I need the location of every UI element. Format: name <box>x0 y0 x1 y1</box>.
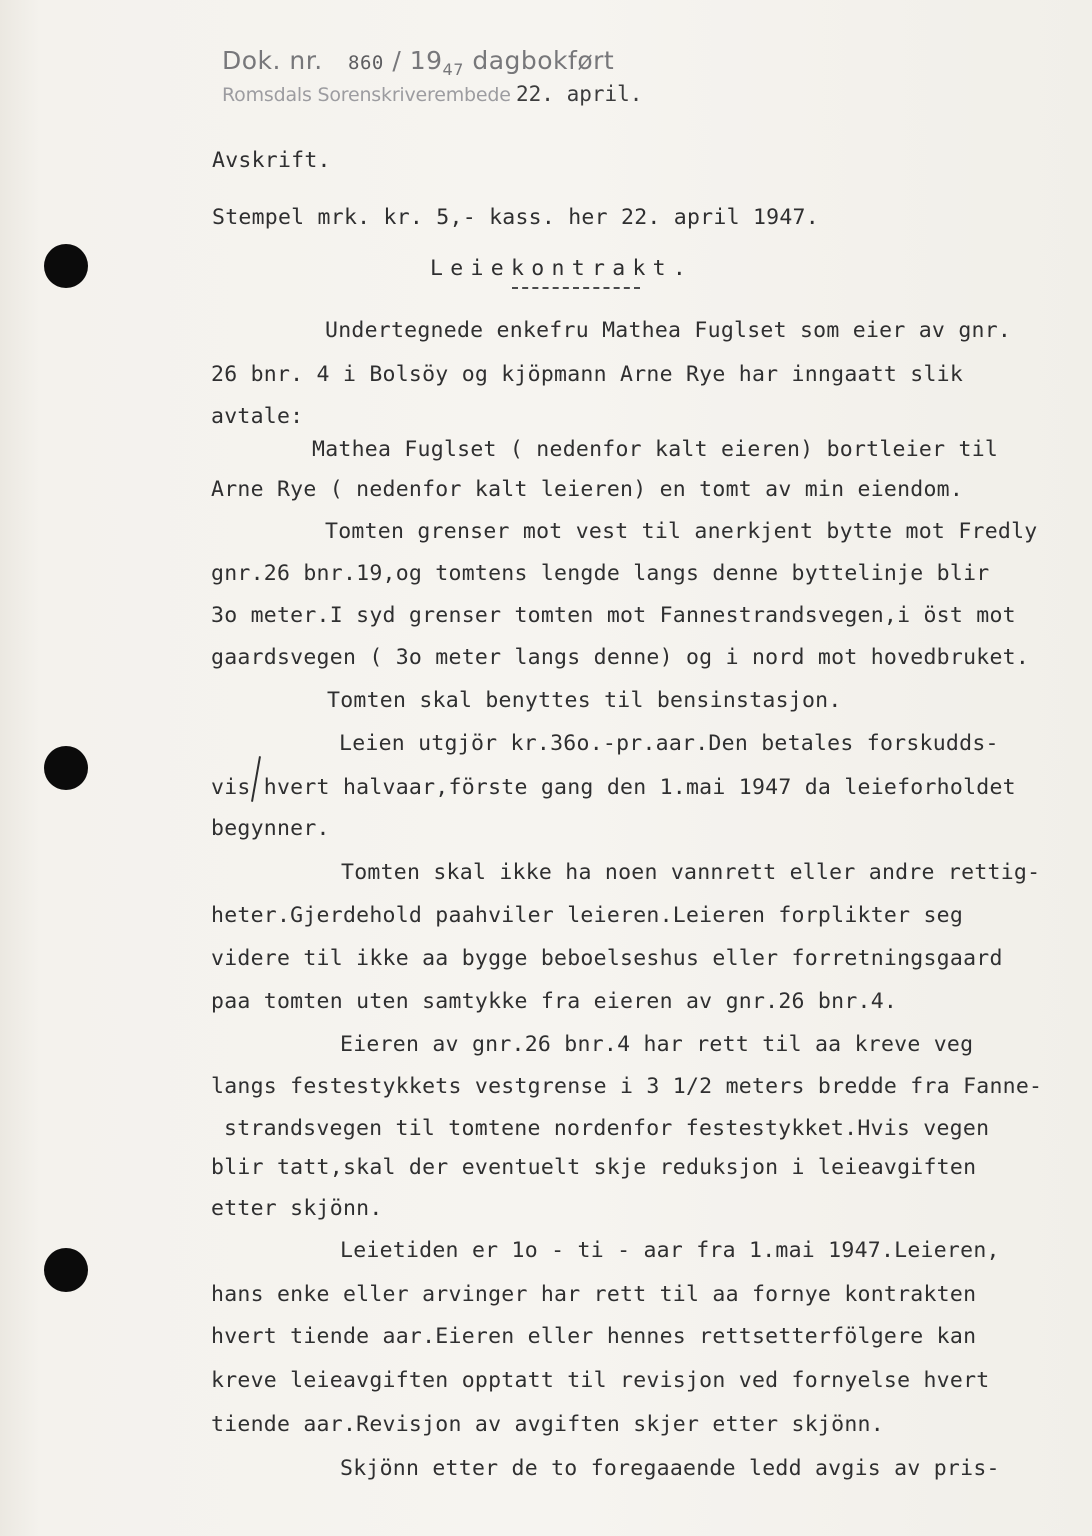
document-title: Leiekontrakt. <box>430 256 694 281</box>
text-line: strandsvegen til tomtene nordenfor festestykket.Hvis vegen <box>224 1116 990 1141</box>
text-line: Leien utgjör kr.36o.-pr.aar.Den betales forskudds- <box>339 731 999 756</box>
text-line: Skjönn etter de to foregaaende ledd avgis av pris- <box>340 1456 1000 1481</box>
text-line: heter.Gjerdehold paahviler leieren.Leieren forplikter seg <box>211 903 964 928</box>
text-line: 26 bnr. 4 i Bolsöy og kjöpmann Arne Rye har inngaatt slik <box>211 362 964 387</box>
text-line: Arne Rye ( nedenfor kalt leieren) en tomt av min eiendom. <box>211 477 964 502</box>
text-line: Eieren av gnr.26 bnr.4 har rett til aa kreve veg <box>340 1032 974 1057</box>
dok-label: Dok. nr. <box>222 46 323 75</box>
registry-stamp <box>222 46 615 79</box>
text-line: Tomten skal benyttes til bensinstasjon. <box>327 688 842 713</box>
heading-avskrift: Avskrift. <box>212 148 331 173</box>
text-line: 3o meter.I syd grenser tomten mot Fannestrandsvegen,i öst mot <box>211 603 1016 628</box>
dok-year-suffix: 47 <box>442 60 464 79</box>
text-line: videre til ikke aa bygge beboelseshus eller forretningsgaard <box>211 946 1003 971</box>
title-underline <box>512 287 640 289</box>
text-line: gaardsvegen ( 3o meter langs denne) og i nord mot hovedbruket. <box>211 645 1030 670</box>
dagbokfort-label: dagbokført <box>472 46 615 75</box>
text-line: etter skjönn. <box>211 1196 383 1221</box>
text-line: tiende aar.Revisjon av avgiften skjer etter skjönn. <box>211 1412 884 1437</box>
text-line: kreve leieavgiften opptatt til revisjon ved fornyelse hvert <box>211 1368 990 1393</box>
office-stamp: Romsdals Sorenskriverembede <box>222 84 511 106</box>
text-line: langs festestykkets vestgrense i 3 1/2 meters bredde fra Fanne- <box>211 1074 1043 1099</box>
stamp-fee-line: Stempel mrk. kr. 5,- kass. her 22. april 1947. <box>212 205 819 230</box>
punch-hole-middle <box>44 746 88 790</box>
punch-hole-top <box>44 244 88 288</box>
text-line: paa tomten uten samtykke fra eieren av gnr.26 bnr.4. <box>211 989 898 1014</box>
punch-hole-bottom <box>44 1248 88 1292</box>
text-line: Tomten skal ikke ha noen vannrett eller andre rettig- <box>341 860 1041 885</box>
text-line: blir tatt,skal der eventuelt skje reduksjon i leieavgiften <box>211 1155 977 1180</box>
text-line: hans enke eller arvinger har rett til aa fornye kontrakten <box>211 1282 977 1307</box>
text-line: Undertegnede enkefru Mathea Fuglset som eier av gnr. <box>325 318 1012 343</box>
text-line: hvert tiende aar.Eieren eller hennes rettsetterfölgere kan <box>211 1324 977 1349</box>
stamp-date: 22. april. <box>516 82 643 106</box>
text-line: begynner. <box>211 816 330 841</box>
text-line: avtale: <box>211 404 304 429</box>
dok-slash-year: / 19 <box>392 46 443 75</box>
text-line: Mathea Fuglset ( nedenfor kalt eieren) bortleier til <box>312 437 999 462</box>
dok-number: 860 <box>348 52 384 74</box>
text-line: vis hvert halvaar,förste gang den 1.mai 1947 da leieforholdet <box>211 775 1016 800</box>
text-line: Leietiden er 1o - ti - aar fra 1.mai 1947.Leieren, <box>340 1238 1000 1263</box>
text-line: Tomten grenser mot vest til anerkjent bytte mot Fredly <box>325 519 1038 544</box>
text-line: gnr.26 bnr.19,og tomtens lengde langs denne byttelinje blir <box>211 561 990 586</box>
